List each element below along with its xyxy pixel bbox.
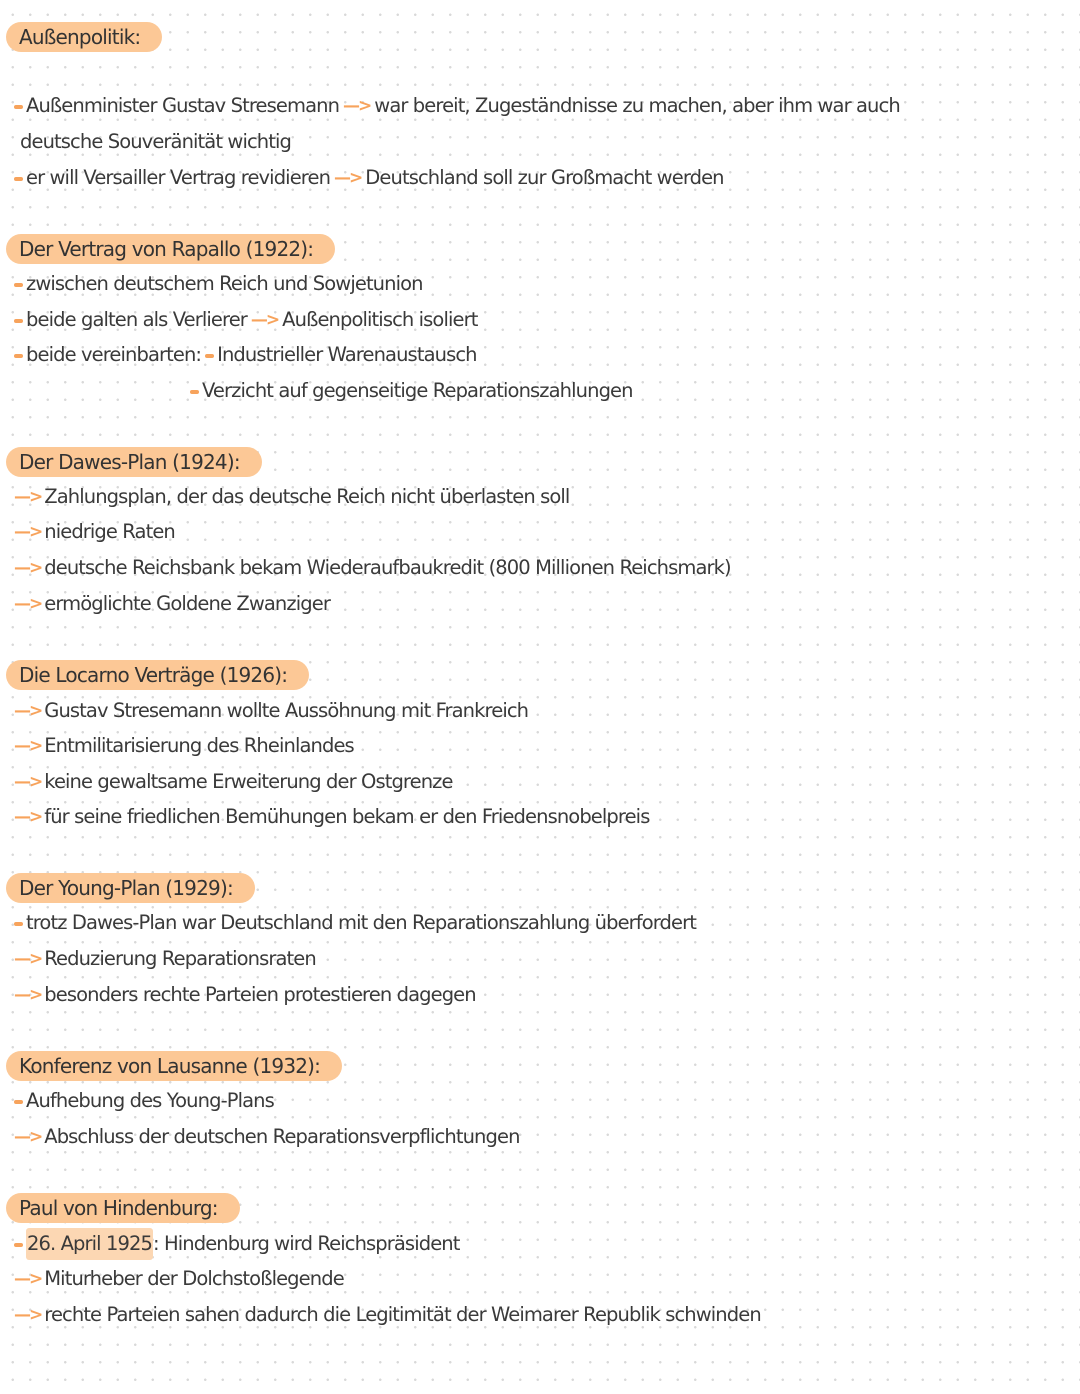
- note-subitem: Industrieller Warenaustausch: [217, 343, 477, 366]
- section-heading: Außenpolitik:: [6, 22, 162, 52]
- note-text: deutsche Reichsbank bekam Wiederaufbaukredit (800 Millionen Reichsmark): [44, 556, 731, 579]
- note-text: Gustav Stresemann wollte Aussöhnung mit Frankreich: [44, 699, 529, 722]
- arrow-icon: —>: [14, 1269, 42, 1289]
- dash-marker: [14, 319, 23, 323]
- note-line: [14, 552, 731, 584]
- note-line: [14, 695, 528, 727]
- note-line: [14, 979, 476, 1011]
- note-text: Außenminister Gustav Stresemann: [26, 94, 340, 117]
- note-line: [14, 907, 696, 939]
- arrow-icon: —>: [14, 594, 42, 614]
- arrow-icon: —>: [334, 168, 362, 188]
- note-line: [14, 1121, 520, 1153]
- note-text: Aufhebung des Young-Plans: [26, 1089, 274, 1112]
- note-text: für seine friedlichen Bemühungen bekam er den Friedensnobelpreis: [44, 805, 650, 828]
- arrow-icon: —>: [14, 701, 42, 721]
- note-line: [14, 162, 724, 194]
- note-line: [190, 375, 633, 407]
- section-heading: Der Dawes-Plan (1924):: [6, 447, 262, 477]
- section-heading: Konferenz von Lausanne (1932):: [6, 1051, 342, 1081]
- note-text: beide galten als Verlierer: [26, 308, 247, 331]
- note-text: Reduzierung Reparationsraten: [44, 947, 316, 970]
- note-line: [14, 1299, 761, 1331]
- note-text: beide vereinbarten:: [26, 343, 202, 366]
- arrow-icon: —>: [250, 310, 279, 330]
- arrow-icon: —>: [14, 522, 42, 542]
- arrow-icon: —>: [14, 807, 42, 827]
- note-text: trotz Dawes-Plan war Deutschland mit den Reparationszahlung überfordert: [26, 911, 696, 934]
- arrow-icon: —>: [14, 1127, 42, 1147]
- note-line: [14, 481, 569, 513]
- note-text: rechte Parteien sahen dadurch die Legitimität der Weimarer Republik schwinden: [44, 1303, 761, 1326]
- arrow-icon: —>: [14, 985, 42, 1005]
- note-line: [14, 943, 316, 975]
- dash-marker: [190, 390, 199, 394]
- note-line: [14, 339, 477, 371]
- section-heading: Paul von Hindenburg:: [6, 1193, 240, 1223]
- note-line: [14, 588, 330, 620]
- note-line: [14, 90, 900, 122]
- note-text: ermöglichte Goldene Zwanziger: [44, 592, 330, 615]
- note-text: Abschluss der deutschen Reparationsverpflichtungen: [44, 1125, 520, 1148]
- note-line: [14, 268, 423, 300]
- note-text: : Hindenburg wird Reichspräsident: [153, 1232, 460, 1255]
- section-heading: Die Locarno Verträge (1926):: [6, 660, 309, 690]
- arrow-icon: —>: [14, 558, 42, 578]
- note-line: [14, 801, 649, 833]
- arrow-icon: —>: [14, 736, 42, 756]
- section-heading: Der Young-Plan (1929):: [6, 873, 255, 903]
- arrow-icon: —>: [14, 1305, 42, 1325]
- note-line: [14, 1085, 274, 1117]
- note-text: Verzicht auf gegenseitige Reparationszahlungen: [202, 379, 633, 402]
- dash-marker: [205, 354, 214, 358]
- arrow-icon: —>: [343, 96, 371, 116]
- note-text: keine gewaltsame Erweiterung der Ostgrenze: [44, 770, 453, 793]
- note-text: er will Versailler Vertrag revidieren: [26, 166, 331, 189]
- dash-marker: [14, 354, 23, 358]
- note-text: zwischen deutschem Reich und Sowjetunion: [26, 272, 423, 295]
- note-text: deutsche Souveränität wichtig: [20, 130, 291, 153]
- note-line: [14, 766, 453, 798]
- dash-marker: [14, 177, 23, 181]
- note-text: Zahlungsplan, der das deutsche Reich nicht überlasten soll: [44, 485, 570, 508]
- section-heading: Der Vertrag von Rapallo (1922):: [6, 234, 335, 264]
- dash-marker: [14, 105, 23, 109]
- note-text: niedrige Raten: [44, 520, 175, 543]
- dash-marker: [14, 283, 23, 287]
- note-line: [14, 304, 477, 336]
- note-tail: Außenpolitisch isoliert: [282, 308, 478, 331]
- arrow-icon: —>: [14, 487, 42, 507]
- dash-marker: [14, 922, 23, 926]
- dash-marker: [14, 1243, 23, 1247]
- note-text: Entmilitarisierung des Rheinlandes: [44, 734, 354, 757]
- note-tail: Deutschland soll zur Großmacht werden: [365, 166, 724, 189]
- note-line: [14, 1263, 344, 1295]
- note-line: [20, 126, 291, 158]
- note-tail: war bereit, Zugeständnisse zu machen, aber ihm war auch: [374, 94, 900, 117]
- arrow-icon: —>: [14, 949, 42, 969]
- arrow-icon: —>: [14, 772, 42, 792]
- note-text: Miturheber der Dolchstoßlegende: [44, 1267, 344, 1290]
- dash-marker: [14, 1100, 23, 1104]
- note-text: besonders rechte Parteien protestieren dagegen: [44, 983, 476, 1006]
- note-line: [14, 730, 354, 762]
- note-line: [14, 516, 175, 548]
- note-line: [14, 1228, 460, 1260]
- date-highlight: 26. April 1925: [26, 1228, 153, 1260]
